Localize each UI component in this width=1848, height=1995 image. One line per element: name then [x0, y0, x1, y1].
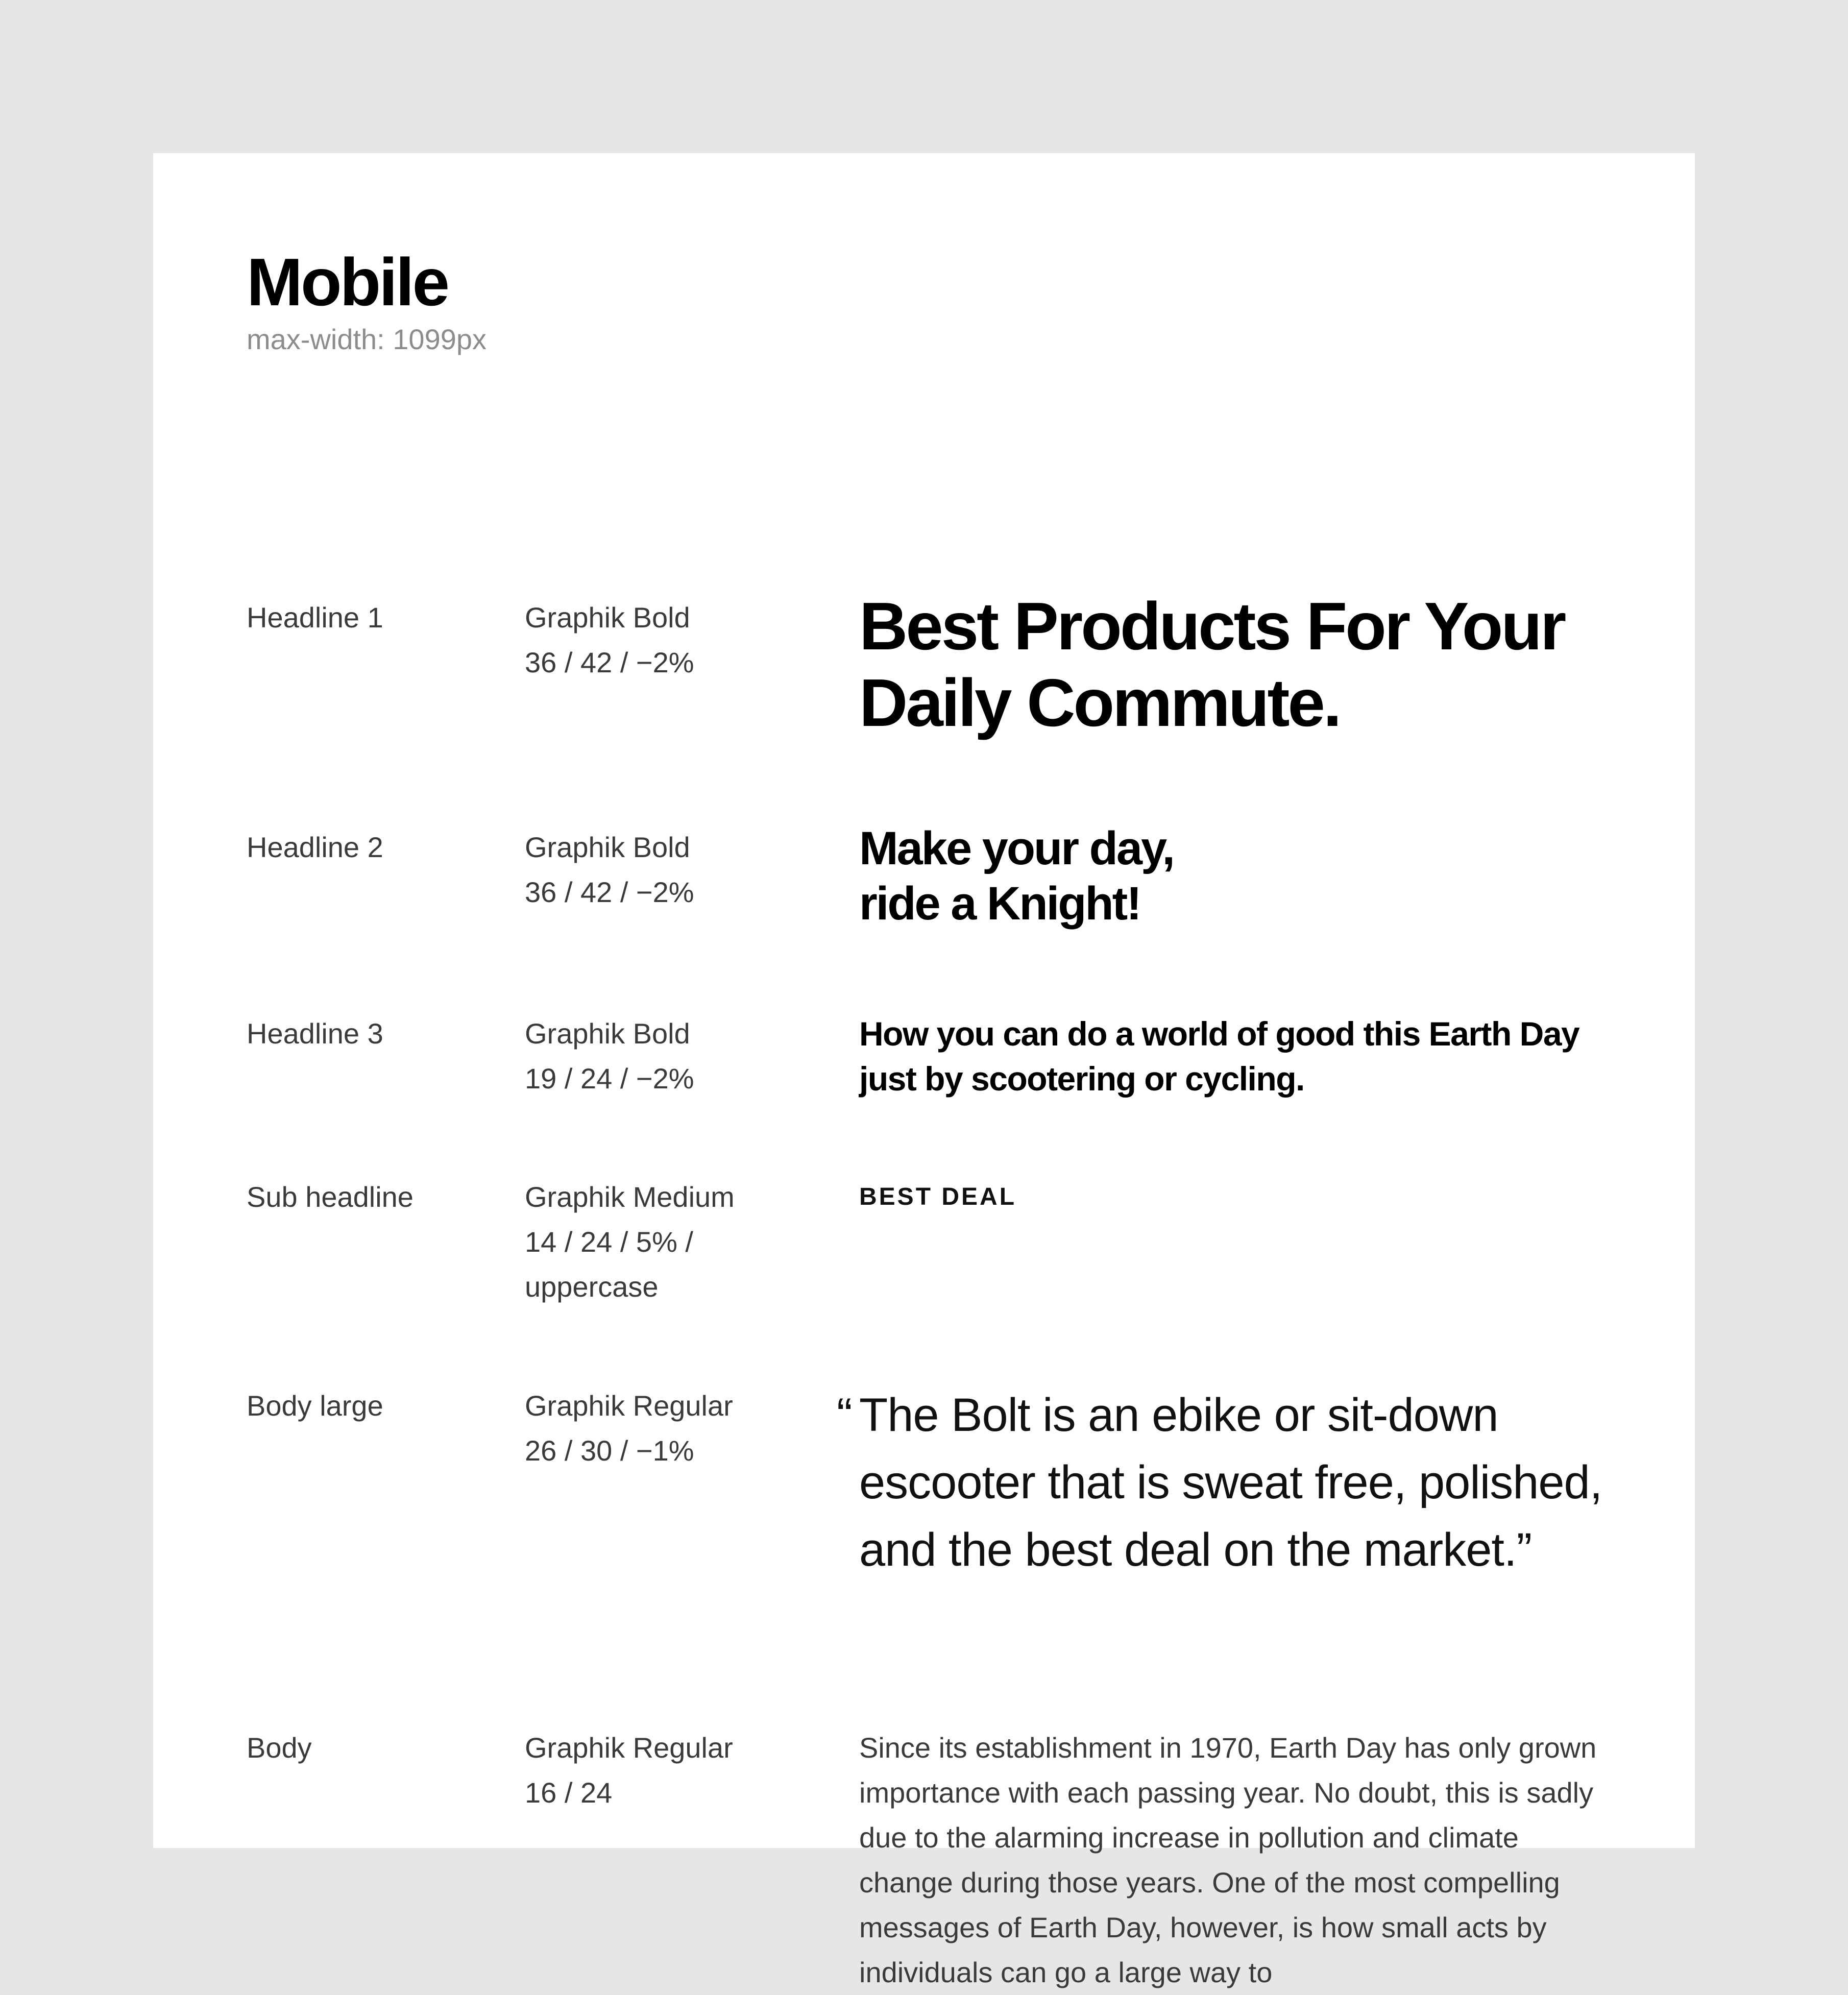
spec-font: Graphik Bold	[525, 831, 690, 863]
style-sample-headline-2	[859, 821, 1604, 931]
sample-line: Make your day,	[859, 822, 1174, 874]
style-name: Headline 2	[247, 831, 383, 863]
style-spec	[525, 1011, 811, 1101]
sample-text: The Bolt is an ebike or sit-down escooter that is sweat free, polished, and the best deal on the market.”	[859, 1389, 1602, 1576]
spec-metrics: 19 / 24 / −2%	[525, 1062, 694, 1094]
spec-font: Graphik Bold	[525, 1017, 690, 1050]
style-sample-headline-3: How you can do a world of good this Earth Day just by scootering or cycling.	[859, 1015, 1579, 1098]
sample-line: ride a Knight!	[859, 878, 1140, 930]
page-title: Mobile	[247, 245, 448, 320]
style-spec	[525, 1383, 811, 1473]
page-header	[247, 245, 487, 356]
style-name: Headline 3	[247, 1017, 383, 1050]
style-name: Body	[247, 1732, 312, 1764]
style-spec	[525, 825, 811, 915]
spec-metrics: 36 / 42 / −2%	[525, 876, 694, 908]
style-spec	[525, 595, 811, 685]
spec-transform: uppercase	[525, 1271, 659, 1303]
spec-metrics: 14 / 24 / 5% /	[525, 1226, 693, 1258]
style-sample-sub-headline: BEST DEAL	[859, 1183, 1017, 1210]
style-name: Body large	[247, 1390, 383, 1422]
style-name: Headline 1	[247, 601, 383, 634]
style-guide-sheet	[153, 153, 1695, 1988]
spec-metrics: 36 / 42 / −2%	[525, 646, 694, 678]
spec-font: Graphik Bold	[525, 601, 690, 634]
spec-font: Graphik Regular	[525, 1732, 733, 1764]
style-sample-headline-1: Best Products For Your Daily Commute.	[859, 589, 1565, 740]
spec-font: Graphik Regular	[525, 1390, 733, 1422]
page-subtitle: max-width: 1099px	[247, 323, 487, 356]
style-sample-body-large	[837, 1381, 1604, 1584]
style-spec	[525, 1725, 811, 1815]
spec-metrics: 16 / 24	[525, 1777, 613, 1809]
style-name: Sub headline	[247, 1181, 414, 1213]
opening-quote: “	[837, 1389, 852, 1441]
spec-metrics: 26 / 30 / −1%	[525, 1434, 694, 1467]
spec-font: Graphik Medium	[525, 1181, 735, 1213]
style-sample-body: Since its establishment in 1970, Earth Day has only grown importance with each passing year. No doubt, this is sadly due to the alarming increase in pollution and climate change during those years. One of the most compelling messages of Earth Day, however, is how small acts by individuals can go a large way to	[859, 1732, 1597, 1988]
style-spec	[525, 1175, 811, 1309]
